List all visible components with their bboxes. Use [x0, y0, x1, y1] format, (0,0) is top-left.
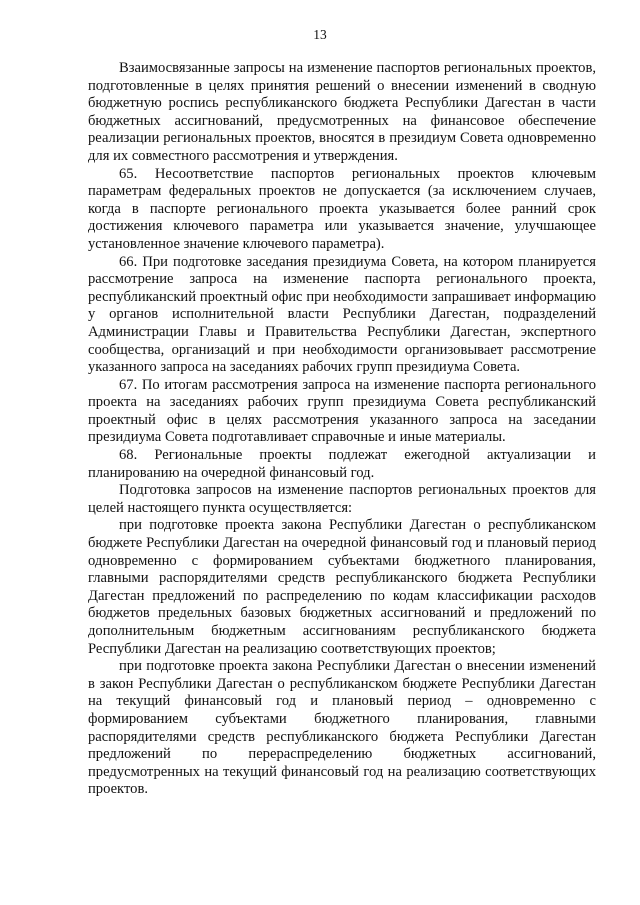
paragraph-65: 65. Несоответствие паспортов региональных проектов ключевым параметрам федеральных проектов не допускается (за исключением случаев, когда в паспорте регионального проекта указывается более ранний срок достижения ключевого параметра или указывается значение, улучшающее установленное значение ключевого параметра). [88, 165, 596, 252]
paragraph-68: 68. Региональные проекты подлежат ежегодной актуализации и планированию на очередной финансовый год. [88, 447, 596, 481]
paragraph-66: 66. При подготовке заседания президиума Совета, на котором планируется рассмотрение запроса на изменение паспорта регионального проекта, республиканский проектный офис при необходимости запрашивает информацию у органов исполнительной власти Республики Дагестан, подразделений Администрации Главы и Правительства Республики Дагестан, экспертного сообщества, организаций и при необходимости организовывает рассмотрение указанного запроса на заседаниях рабочих групп президиума Совета. [88, 253, 596, 376]
paragraph-interrelated-requests: Взаимосвязанные запросы на изменение паспортов региональных проектов, подготовленные в целях принятия решений о внесении изменений в сводную бюджетную роспись республиканского бюджета Республики Дагестан в части бюджетных ассигнований, предусмотренных на финансовое обеспечение реализации региональных проектов, вносятся в президиум Совета одновременно для их совместного рассмотрения и утверждения. [88, 60, 596, 164]
paragraph-preparation-intro: Подготовка запросов на изменение паспортов региональных проектов для целей настоящего пункта осуществляется: [88, 482, 596, 516]
paragraph-67: 67. По итогам рассмотрения запроса на изменение паспорта регионального проекта на заседаниях рабочих групп президиума Совета республиканский проектный офис в целях рассмотрения указанного запроса на заседании президиума Совета подготавливает справочные и иные материалы. [88, 376, 596, 446]
paragraph-budget-law-amendments: при подготовке проекта закона Республики Дагестан о внесении изменений в закон Республики Дагестан о республиканском бюджете Республики Дагестан на текущий финансовый год и плановый период – одновременно с формированием субъектами бюджетного планирования, главными распорядителями средств республиканского бюджета Республики Дагестан предложений по перераспределению бюджетных ассигнований, предусмотренных на текущий финансовый год на реализацию соответствующих проектов. [88, 658, 596, 798]
document-body [88, 60, 596, 799]
paragraph-budget-law-draft: при подготовке проекта закона Республики Дагестан о республиканском бюджете Республики Дагестан на очередной финансовый год и плановый период одновременно с формированием субъектами бюджетного планирования, главными распорядителями средств республиканского бюджета Республики Дагестан предложений по распределению по кодам классификации расходов бюджетов предельных базовых бюджетных ассигнований и предложений по дополнительным бюджетным ассигнованиям республиканского бюджета Республики Дагестан на реализацию соответствующих проектов; [88, 517, 596, 657]
page-number: 13 [313, 27, 327, 42]
